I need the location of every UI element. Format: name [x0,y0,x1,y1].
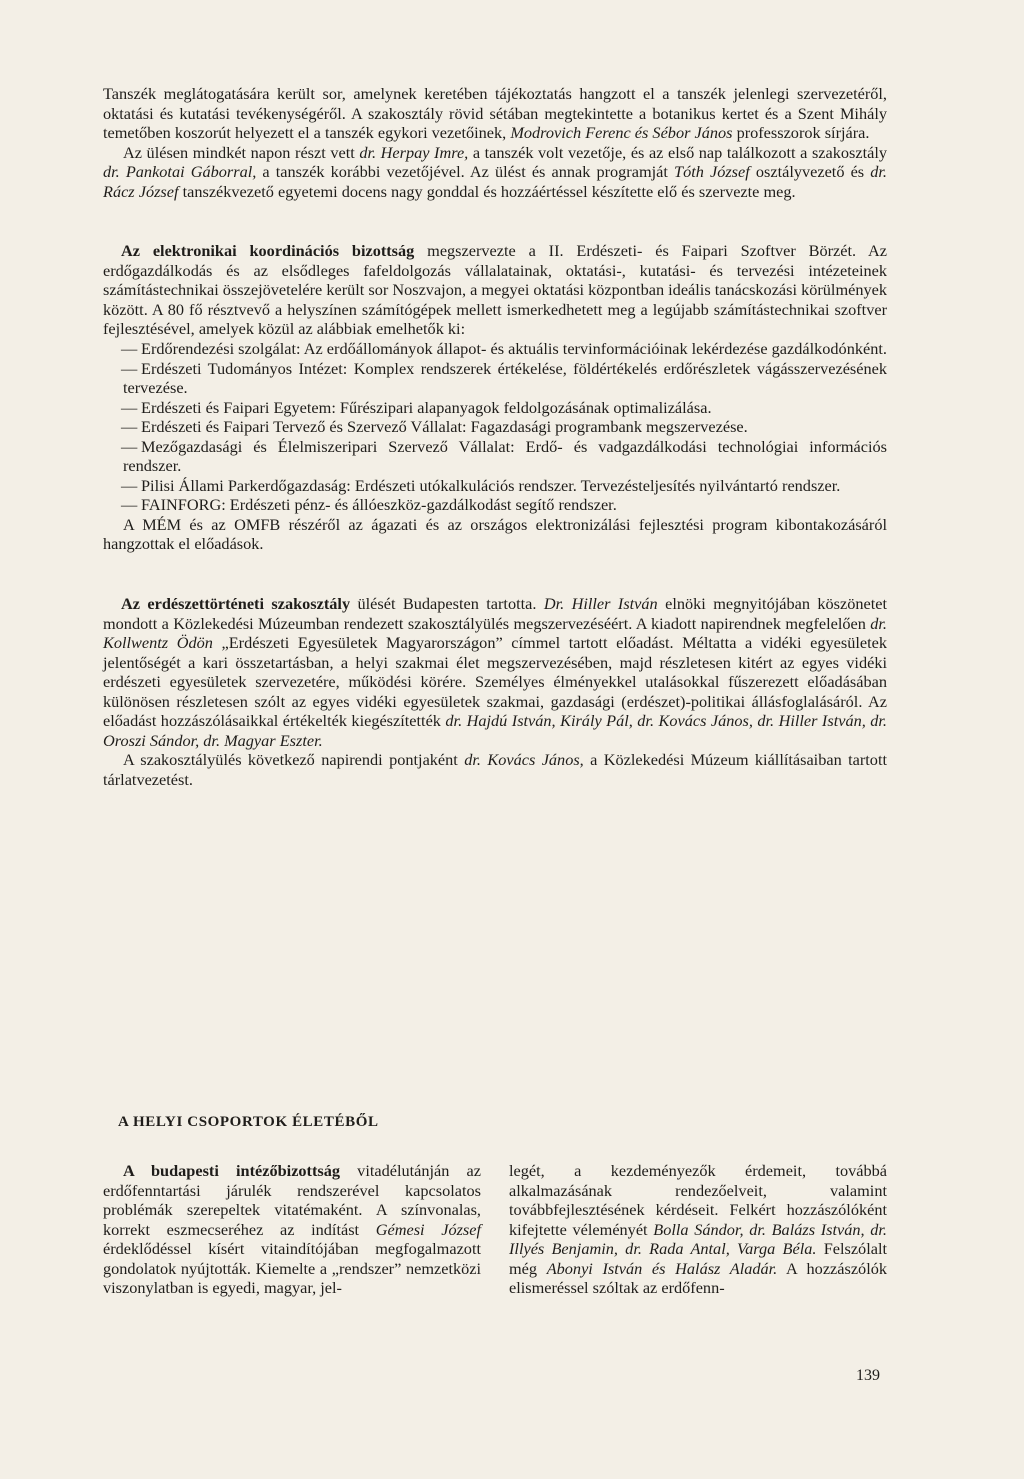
list-item: — Erdészeti Tudományos Intézet: Komplex rendszerek értékelése, földértékelés erdőrészletek vágásszervezésének tervezése. [121,358,887,398]
section-erdeszettorteneti [103,594,887,789]
names-italic: dr. Hajdú István, Király Pál, dr. Kovács János, dr. Hiller István, dr. Oroszi Sándor, dr. Magyar Eszter. [103,711,887,750]
names-italic: Abonyi István és Halász Aladár. [546,1258,778,1278]
text-run: megszervezte a II. Erdészeti- és Faipari Szoftver Börzét. Az erdőgazdálkodás és az elsődleges fafeldolgozás vállalatainak, oktatási-, kutatási- és tervezési intézeteinek számítástechnikai összejövetelére került sor Noszvajon, a megyei oktatási központban ideális tanácskozási körülmények között. A 80 fő résztvevő a helyszínen számítógépek mellett ismerkedhetett meg a legújabb számítástechnikai szoftver fejlesztésével, amelyek közül az alábbiak emelhetők ki: [103,241,887,339]
section-lead-bold: Az elektronikai koordinációs bizottság [121,241,415,261]
section-tanszek [103,84,887,201]
page-number: 139 [856,1367,880,1384]
name-italic: dr. Rácz József [103,162,887,201]
list-item: — Erdészeti és Faipari Egyetem: Fűrészipari alapanyagok feldolgozásának optimalizálása. [121,397,712,417]
text-run: a tanszék korábbi vezetőjével. Az ülést és annak programját [262,162,668,182]
column-right [509,1161,887,1298]
text-run: érdeklődéssel kísért vitaindítójában megfogalmazott gondolatok nyújtották. Kiemelte a „rendszer” nemzetközi viszonylatban is egyedi, magyar, jel- [103,1239,481,1298]
names-italic: Bolla Sándor, dr. Balázs István, dr. Illyés Benjamin, dr. Rada Antal, Varga Béla. [509,1219,887,1259]
section-elektronikai [103,241,887,554]
text-run: a Közlekedési Múzeum kiállításaiban tartott tárlatvezetést. [103,750,887,789]
paragraph [103,594,887,750]
list-item: — Pilisi Állami Parkerdőgazdaság: Erdészeti utókalkulációs rendszer. Tervezésteljesítés nyilvántartó rendszer. [121,475,841,495]
column-left [103,1161,481,1298]
paragraph [509,1161,887,1298]
paragraph [103,84,887,143]
paragraph [103,143,887,202]
text-run: A hozzászólók elismeréssel szóltak az erdőfenn- [509,1258,888,1298]
names-italic: Modrovich Ferenc és Sébor János [510,123,733,143]
software-list [103,339,887,515]
text-run: A MÉM és az OMFB részéről az ágazati és az országos elektronizálási fejlesztési program kibontakozásáról hangzottak el előadások. [103,514,887,554]
name-italic: dr. Herpay Imre, [359,142,469,162]
section-heading: A HELYI CSOPORTOK ÉLETÉBŐL [118,1114,379,1130]
text-run: professzorok sírjára. [736,123,870,143]
name-italic: Dr. Hiller István [543,594,658,614]
text-run: a tanszék volt vezetője, és az első nap találkozott a szakosztály [472,142,887,162]
text-run: tanszékvezető egyetemi docens nagy gonddal és hozzáértéssel készítette elő és szervezte meg. [182,181,796,201]
list-item: — Erdőrendezési szolgálat: Az erdőállományok állapot- és aktuális tervinformációinak lekérdezése gazdálkodónként. [121,339,887,359]
paragraph [103,241,887,339]
list-item: — Erdészeti és Faipari Tervező és Szervező Vállalat: Fagazdasági programbank megszervezése. [121,417,748,437]
name-italic: Tóth József [674,162,750,182]
two-column-text [103,1161,887,1298]
paragraph [103,1161,481,1298]
name-italic: dr. Kovács János, [464,750,584,770]
text-run: vitadélutánján az erdőfenntartási járulék rendszerével kapcsolatos problémák szerepeltek vitatémaként. A színvonalas, korrekt eszmecseréhez az indítást [103,1161,481,1239]
name-italic: Gémesi József [375,1219,482,1239]
text-run: ülését Budapesten tartotta. [357,594,537,614]
paragraph [103,515,887,554]
main-text [103,84,887,790]
text-run: legét, a kezdeményezők érdemeit, továbbá alkalmazásának rendezőelveit, valamint továbbfejlesztésének kérdéseit. Felkért hozzászólóként kifejtette véleményét [509,1161,887,1239]
text-run: Az ülésen mindkét napon részt vett [123,142,355,162]
section-lead-bold: Az erdészettörténeti szakosztály [121,594,351,614]
text-run: A szakosztályülés következő napirendi pontjaként [123,750,458,770]
text-run: elnöki megnyitójában köszönetet mondott a Közlekedési Múzeumban rendezett szakosztályülés megszervezéséért. A kiadott napirendnek megfelelően [103,594,887,633]
name-italic: dr. Pankotai Gáborral, [103,162,257,182]
section-lead-bold: A budapesti intézőbizottság [123,1161,341,1180]
text-run: „Erdészeti Egyesületek Magyarországon” címmel tartott előadást. Méltatta a vidéki egyesületek jelentőségét a kari összetartásban, a helyi szakmai élet megszervezésében, majd részletesen kitért az egyes vidéki erdészeti egyesületek szervezetére, működési körére. Személyes élményekkel utalásokkal fűszerezett előadásában különösen részletesen szólt az egyes vidéki egyesületek szakmai, gazdasági (erdészet)-politikai állásfoglalásáról. Az előadást hozzászólásaikkal értékelték kiegészítették [103,633,887,731]
text-run: Tanszék meglátogatására került sor, amelynek keretében tájékoztatás hangzott el a tanszék jelenlegi szervezetéről, oktatási és kutatási tevékenységéről. A szakosztály rövid sétában megtekintette a botanikus kertet és a Szent Mihály temetőben koszorút helyezett el a tanszék egykori vezetőinek, [103,84,887,143]
list-item: — Mezőgazdasági és Élelmiszeripari Szervező Vállalat: Erdő- és vadgazdálkodási technológiai információs rendszer. [121,436,887,476]
name-italic: dr. Kollwentz Ödön [103,613,887,653]
paragraph [103,750,887,789]
list-item: — FAINFORG: Erdészeti pénz- és állóeszköz-gazdálkodást segítő rendszer. [121,495,617,515]
text-run: Felszólalt még [509,1239,887,1278]
text-run: osztályvezető és [755,162,865,182]
